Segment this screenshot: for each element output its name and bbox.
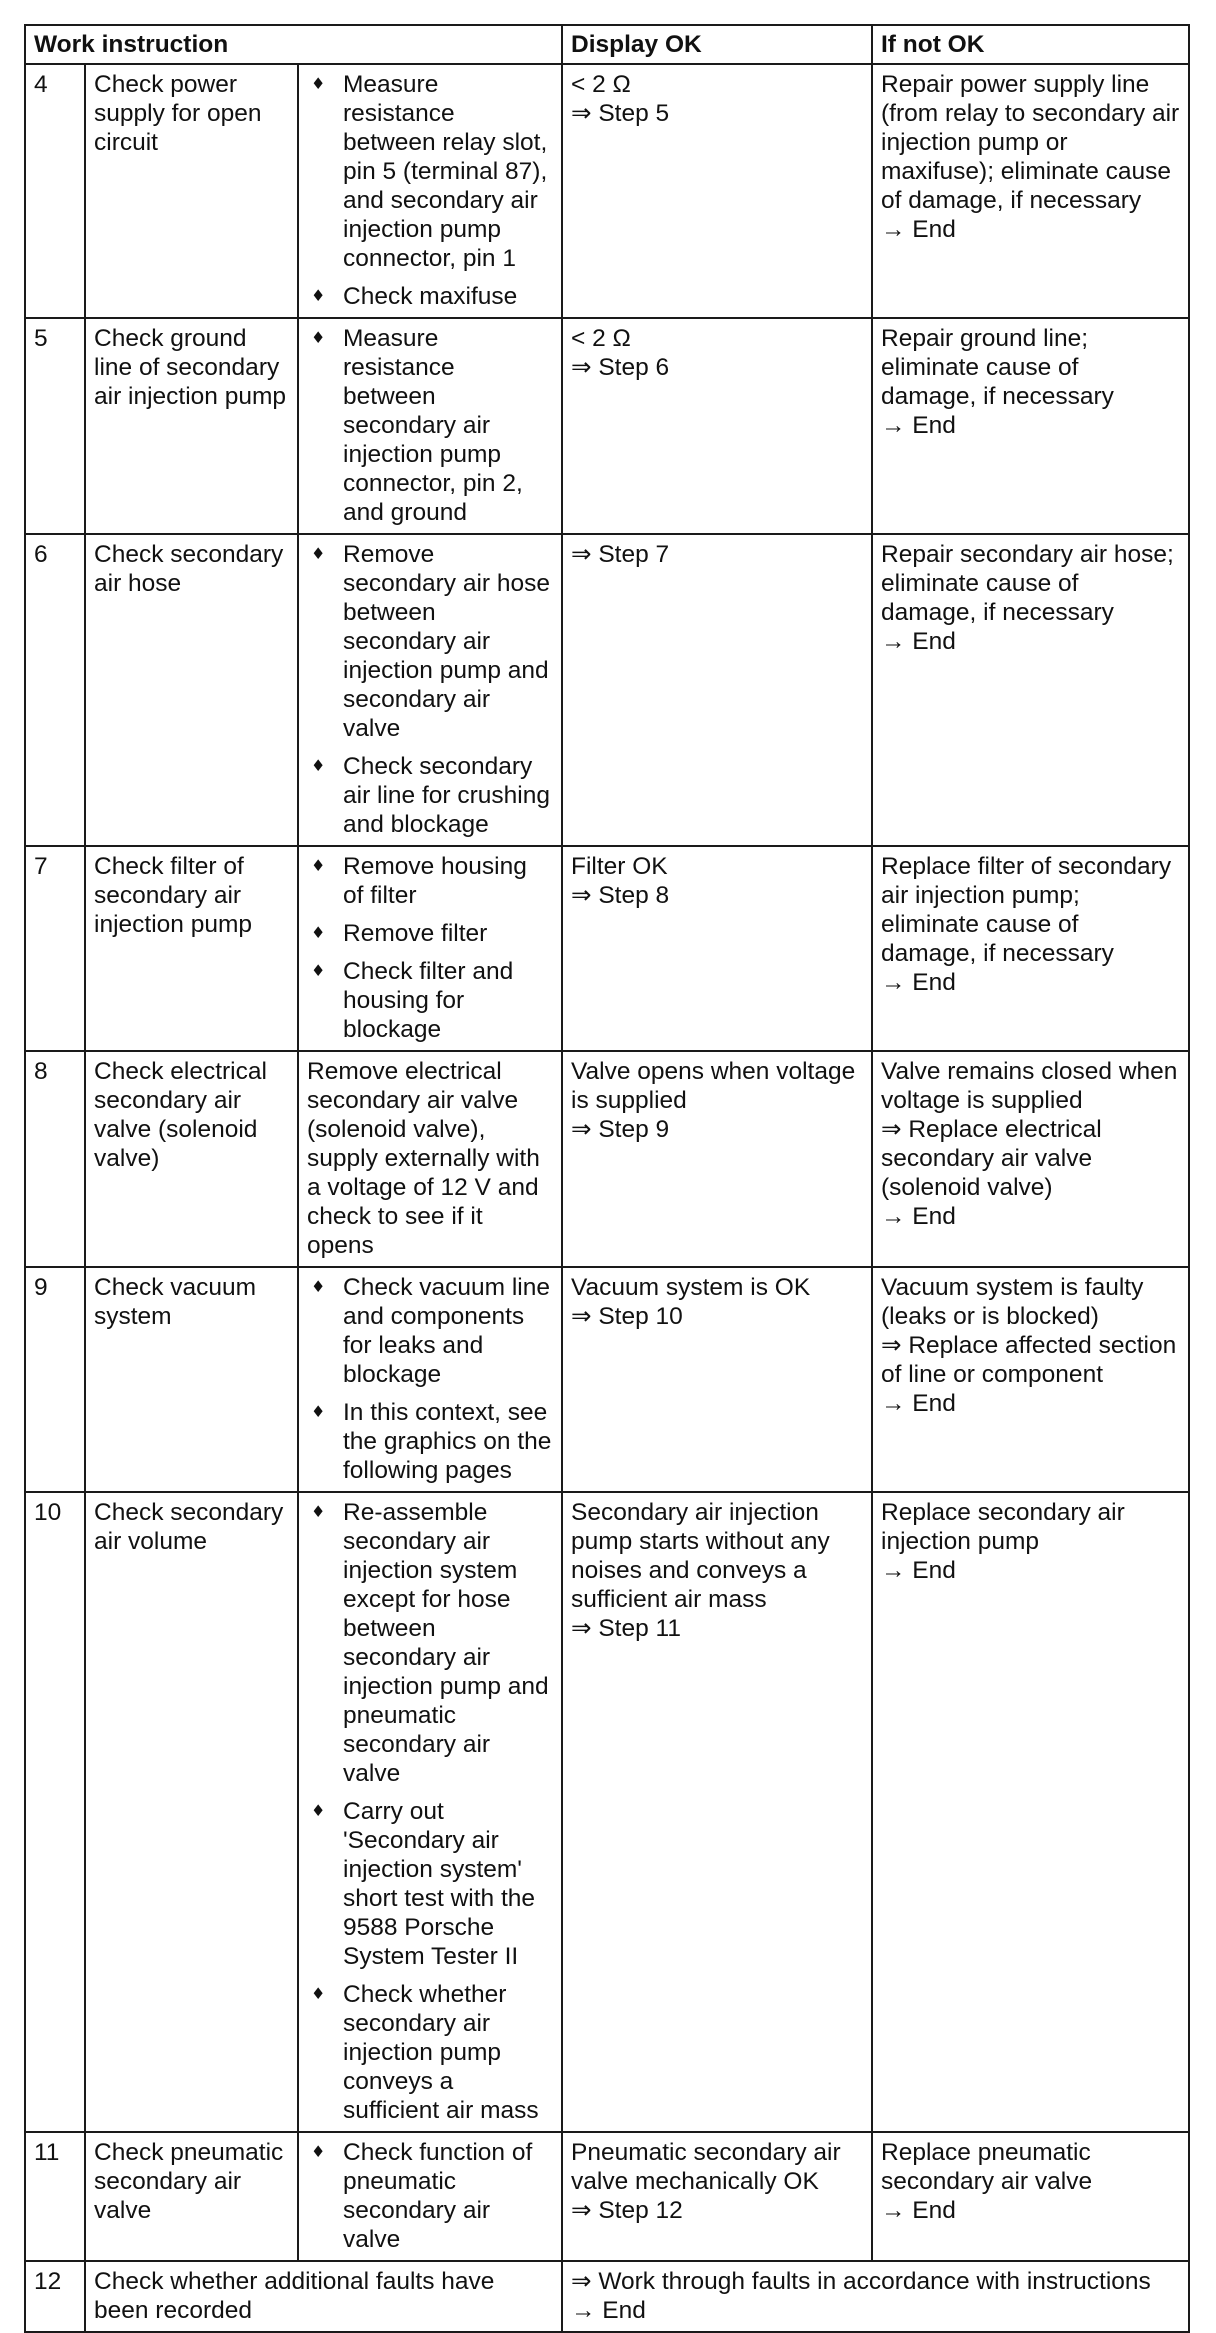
action-list — [307, 852, 553, 1044]
step-number: 5 — [25, 318, 85, 534]
actions-cell — [298, 534, 562, 846]
if-not-ok-line: → End — [881, 1390, 956, 1417]
display-ok-line: ⇒ Step 6 — [571, 354, 670, 381]
if-not-ok-line: → End — [881, 1203, 956, 1230]
action-list — [307, 324, 553, 527]
step-number: 11 — [25, 2132, 85, 2261]
action-item: ♦ Check maxifuse — [307, 282, 553, 311]
step-number: 12 — [25, 2261, 85, 2332]
actions-cell — [298, 1492, 562, 2132]
table-row — [25, 534, 1189, 846]
check-cell: Check vacuum system — [85, 1267, 298, 1492]
table-row — [25, 64, 1189, 318]
if-not-ok-cell — [872, 1267, 1189, 1492]
table-row — [25, 318, 1189, 534]
display-ok-cell — [562, 1267, 872, 1492]
if-not-ok-cell — [872, 1051, 1189, 1267]
action-item: ♦ In this context, see the graphics on the following pages — [307, 1398, 553, 1485]
if-not-ok-line: → End — [881, 216, 956, 243]
check-cell: Check power supply for open circuit — [85, 64, 298, 318]
check-cell: Check filter of secondary air injection pump — [85, 846, 298, 1051]
check-cell: Check secondary air volume — [85, 1492, 298, 2132]
action-list — [307, 2138, 553, 2254]
actions-cell — [298, 846, 562, 1051]
display-ok-cell — [562, 64, 872, 318]
display-ok-cell — [562, 1492, 872, 2132]
if-not-ok-cell — [872, 1492, 1189, 2132]
display-ok-cell — [562, 2132, 872, 2261]
display-ok-line: Secondary air injection pump starts without any noises and conveys a sufficient air mass — [571, 1499, 830, 1613]
table-row — [25, 846, 1189, 1051]
header-work-instruction: Work instruction — [25, 25, 562, 64]
actions-cell — [298, 318, 562, 534]
display-ok-line: Filter OK — [571, 853, 668, 880]
if-not-ok-line: Repair power supply line (from relay to secondary air injection pump or maxifuse); eliminate cause of damage, if necessary — [881, 71, 1180, 214]
if-not-ok-line: → End — [881, 1557, 956, 1584]
action-list — [307, 70, 553, 311]
table-row — [25, 1492, 1189, 2132]
if-not-ok-cell — [872, 2132, 1189, 2261]
display-ok-cell — [562, 534, 872, 846]
actions-cell — [298, 64, 562, 318]
action-item: ♦ Measure resistance between relay slot, pin 5 (terminal 87), and secondary air injection pump connector, pin 1 — [307, 70, 553, 273]
action-list — [307, 1498, 553, 2125]
display-ok-line: ⇒ Step 8 — [571, 882, 670, 909]
action-item: ♦ Remove filter — [307, 919, 553, 948]
check-cell: Check whether additional faults have been recorded — [85, 2261, 562, 2332]
if-not-ok-line: → End — [881, 2197, 956, 2224]
actions-cell — [298, 2132, 562, 2261]
table-row — [25, 1051, 1189, 1267]
table-row — [25, 2261, 1189, 2332]
display-ok-line: ⇒ Step 9 — [571, 1116, 670, 1143]
action-item: ♦ Measure resistance between secondary air injection pump connector, pin 2, and ground — [307, 324, 553, 527]
actions-cell — [298, 1267, 562, 1492]
result-line: → End — [571, 2297, 646, 2324]
display-ok-cell — [562, 846, 872, 1051]
check-cell: Check electrical secondary air valve (solenoid valve) — [85, 1051, 298, 1267]
step-number: 9 — [25, 1267, 85, 1492]
action-item: ♦ Remove housing of filter — [307, 852, 553, 910]
display-ok-line: ⇒ Step 11 — [571, 1615, 681, 1642]
display-ok-line: Valve opens when voltage is supplied — [571, 1058, 856, 1114]
display-ok-line: < 2 Ω — [571, 71, 631, 98]
display-ok-line: ⇒ Step 12 — [571, 2197, 683, 2224]
if-not-ok-line: Replace filter of secondary air injection pump; eliminate cause of damage, if necessary — [881, 853, 1172, 967]
if-not-ok-line: Vacuum system is faulty (leaks or is blocked) — [881, 1274, 1144, 1330]
if-not-ok-line: Repair secondary air hose; eliminate cause of damage, if necessary — [881, 541, 1174, 626]
check-cell: Check secondary air hose — [85, 534, 298, 846]
action-item: ♦ Check function of pneumatic secondary air valve — [307, 2138, 553, 2254]
step-number: 10 — [25, 1492, 85, 2132]
if-not-ok-line: → End — [881, 969, 956, 996]
check-cell: Check pneumatic secondary air valve — [85, 2132, 298, 2261]
action-item: ♦ Remove secondary air hose between secondary air injection pump and secondary air valve — [307, 540, 553, 743]
if-not-ok-line: Replace secondary air injection pump — [881, 1499, 1125, 1555]
action-item: ♦ Re-assemble secondary air injection system except for hose between secondary air injection pump and pneumatic secondary air valve — [307, 1498, 553, 1788]
if-not-ok-cell — [872, 64, 1189, 318]
if-not-ok-cell — [872, 846, 1189, 1051]
action-item: ♦ Check vacuum line and components for leaks and blockage — [307, 1273, 553, 1389]
step-number: 6 — [25, 534, 85, 846]
display-ok-line: Pneumatic secondary air valve mechanically OK — [571, 2139, 841, 2195]
action-list — [307, 540, 553, 839]
header-display-ok: Display OK — [562, 25, 872, 64]
step-number: 7 — [25, 846, 85, 1051]
display-ok-line: ⇒ Step 7 — [571, 541, 670, 568]
result-cell — [562, 2261, 1189, 2332]
if-not-ok-line: ⇒ Replace electrical secondary air valve (solenoid valve) — [881, 1116, 1102, 1201]
table-header-row — [25, 25, 1189, 64]
check-cell: Check ground line of secondary air injection pump — [85, 318, 298, 534]
if-not-ok-cell — [872, 318, 1189, 534]
display-ok-line: ⇒ Step 10 — [571, 1303, 683, 1330]
step-number: 8 — [25, 1051, 85, 1267]
if-not-ok-line: Replace pneumatic secondary air valve — [881, 2139, 1093, 2195]
table-row — [25, 2132, 1189, 2261]
if-not-ok-line: Valve remains closed when voltage is supplied — [881, 1058, 1178, 1114]
if-not-ok-line: → End — [881, 412, 956, 439]
work-instruction-table — [24, 24, 1190, 2333]
action-list — [307, 1273, 553, 1485]
display-ok-line: < 2 Ω — [571, 325, 631, 352]
display-ok-line: ⇒ Step 5 — [571, 100, 670, 127]
if-not-ok-line: ⇒ Replace affected section of line or component — [881, 1332, 1177, 1388]
step-number: 4 — [25, 64, 85, 318]
display-ok-line: Vacuum system is OK — [571, 1274, 811, 1301]
action-item: ♦ Carry out 'Secondary air injection system' short test with the 9588 Porsche System Tester II — [307, 1797, 553, 1971]
action-item: ♦ Check filter and housing for blockage — [307, 957, 553, 1044]
action-item: ♦ Check secondary air line for crushing and blockage — [307, 752, 553, 839]
if-not-ok-cell — [872, 534, 1189, 846]
header-if-not-ok: If not OK — [872, 25, 1189, 64]
action-text-cell: Remove electrical secondary air valve (solenoid valve), supply externally with a voltage of 12 V and check to see if it opens — [298, 1051, 562, 1267]
result-line: ⇒ Work through faults in accordance with instructions — [571, 2268, 1151, 2295]
table-row — [25, 1267, 1189, 1492]
if-not-ok-line: → End — [881, 628, 956, 655]
if-not-ok-line: Repair ground line; eliminate cause of damage, if necessary — [881, 325, 1114, 410]
action-item: ♦ Check whether secondary air injection pump conveys a sufficient air mass — [307, 1980, 553, 2125]
display-ok-cell — [562, 1051, 872, 1267]
display-ok-cell — [562, 318, 872, 534]
